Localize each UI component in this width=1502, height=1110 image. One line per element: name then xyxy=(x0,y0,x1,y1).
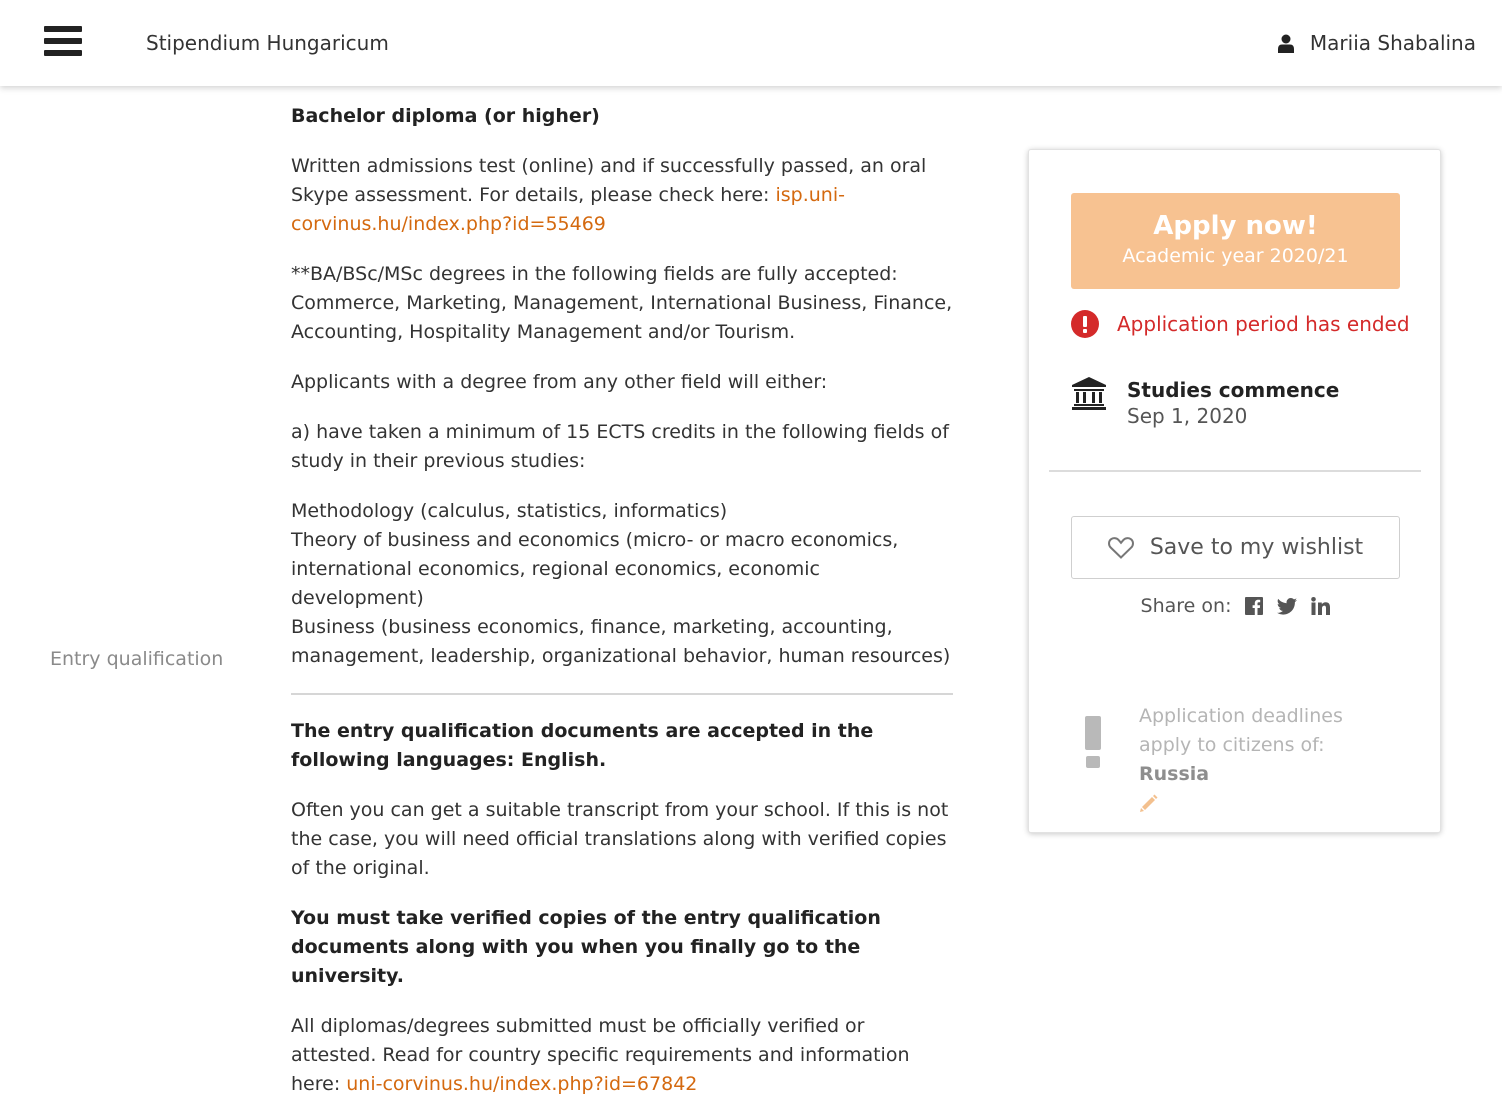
card-divider xyxy=(1049,470,1421,472)
brand-title[interactable]: Stipendium Hungaricum xyxy=(146,31,389,55)
verified-copies-paragraph: You must take verified copies of the entry qualification documents along with you when you finally go to the university. xyxy=(291,907,881,987)
languages-paragraph: The entry qualification documents are accepted in the following languages: English. xyxy=(291,720,874,771)
accepted-fields-paragraph: **BA/BSc/MSc degrees in the following fields are fully accepted: Commerce, Marketing, Management, International Business, Finance, Accounting, Hospitality Management and/or Tourism. xyxy=(291,263,953,343)
list-item: Methodology (calculus, statistics, informatics) xyxy=(291,500,728,522)
status-text: Application period has ended xyxy=(1117,312,1410,336)
linkedin-icon[interactable] xyxy=(1311,597,1330,615)
deadline-notice xyxy=(1083,702,1399,822)
other-field-paragraph: Applicants with a degree from any other field will either: xyxy=(291,371,828,393)
diplomas-paragraph xyxy=(291,1012,953,1099)
share-row xyxy=(1029,595,1442,617)
section-divider xyxy=(291,693,953,695)
admissions-test-paragraph xyxy=(291,152,953,239)
user-icon xyxy=(1278,34,1294,53)
apply-title: Apply now! xyxy=(1153,211,1318,241)
twitter-icon[interactable] xyxy=(1277,598,1297,615)
studies-commence xyxy=(1071,376,1339,428)
facebook-icon[interactable] xyxy=(1245,597,1263,615)
exclamation-icon xyxy=(1083,716,1103,822)
deadline-country: Russia xyxy=(1139,763,1210,785)
university-icon xyxy=(1071,376,1107,410)
application-card xyxy=(1028,149,1441,833)
wishlist-label: Save to my wishlist xyxy=(1149,535,1364,560)
application-status xyxy=(1071,310,1410,338)
transcript-paragraph: Often you can get a suitable transcript from your school. If this is not the case, you will need official translations along with verified copies of the original. xyxy=(291,799,949,879)
required-degree: Bachelor diploma (or higher) xyxy=(291,105,600,127)
commence-title: Studies commence xyxy=(1127,378,1340,402)
alert-circle-icon xyxy=(1071,310,1099,338)
list-item: Theory of business and economics (micro- or macro economics, international economics, regional economics, economic development) xyxy=(291,529,899,609)
isp-link[interactable]: isp.uni-corvinus.hu/index.php?id=55469 xyxy=(291,184,845,235)
country-requirements-link[interactable]: uni-corvinus.hu/index.php?id=67842 xyxy=(346,1073,698,1095)
top-bar xyxy=(0,0,1502,86)
ects-paragraph: a) have taken a minimum of 15 ECTS credits in the following fields of study in their previous studies: xyxy=(291,421,949,472)
commence-date: Sep 1, 2020 xyxy=(1127,404,1248,428)
heart-icon xyxy=(1108,537,1134,559)
pencil-icon[interactable] xyxy=(1139,793,1159,822)
deadline-text: Application deadlines apply to citizens of: xyxy=(1139,705,1343,756)
list-item: Business (business economics, finance, marketing, accounting, management, leadership, organizational behavior, human resources) xyxy=(291,616,951,667)
apply-now-button[interactable] xyxy=(1071,193,1400,289)
admissions-test-text: Written admissions test (online) and if successfully passed, an oral Skype assessment. For details, please check here: xyxy=(291,155,927,206)
save-to-wishlist-button[interactable] xyxy=(1071,516,1400,579)
user-menu[interactable] xyxy=(1278,31,1476,55)
fields-list xyxy=(291,497,953,671)
apply-academic-year: Academic year 2020/21 xyxy=(1122,245,1349,267)
section-label-entry-qualification: Entry qualification xyxy=(50,648,224,670)
diplomas-text: All diplomas/degrees submitted must be officially verified or attested. Read for country specific requirements and information here: xyxy=(291,1015,910,1095)
menu-icon[interactable] xyxy=(44,26,84,60)
deadline-text-block xyxy=(1139,702,1399,822)
main-content xyxy=(291,102,953,1110)
share-label: Share on: xyxy=(1140,595,1232,617)
user-name: Mariia Shabalina xyxy=(1309,31,1476,55)
